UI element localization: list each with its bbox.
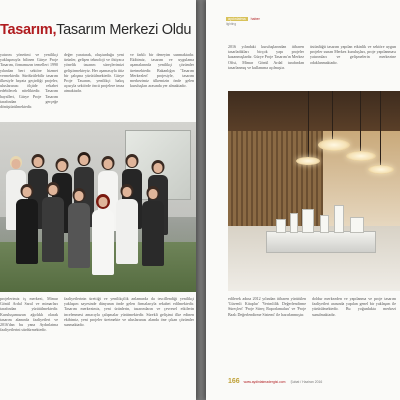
right-body-column-4 [312,296,396,368]
showroom-photo [228,91,400,291]
team-member [16,184,38,284]
section-tag-secondary: haber [250,17,260,21]
pendant-lamp [346,151,376,161]
body-paragraph: edilerek adına 2012 yılından itibaren yürütülen 'Güvenli Kitaplar' 'Verimlilik Değerlendirme Süreçleri' 'Proje Süreç Raporlamaları' ve 'Proje Bazlı Değerlendirme Sistemi' ile hazırlanmıştır. [228,296,306,317]
body-paragraph: yatırım yönetimi ve yenilikçi yaklaşımıyla bilinen Gürye Proje Tasarım, firmamızın temelleri 1990 yılından beri sektöre hizmet vermektedir. Sürdürülebilir tasarım ilkesiyle hayata geçirdiği projeler, uluslararası ölçüde rekabet edebilecek niteliktedir. Tasarım hayalleri, Gürye Proje Tasarım tarafından gerçeğe dönüştürülmektedir. [0,52,58,110]
right-body-column-2 [310,44,396,88]
section-tag-primary: aydınlatma [228,17,246,21]
right-body-column-3 [228,296,306,368]
body-paragraph: projelerimiz iş merkezi, Mimar Gönül Ardal Saral ve mimarları tarafından yürütülmektedir. Kuruluşumuzun ağırlıklı olarak tasarım alanında faaliyetleri ve 2016'dan bu yana Aydınlatma faaliyetlerini sürdürmektedir. [0,296,58,333]
body-paragraph: ve farklı bir deneyim sunmaktadır. Ekibimiz, tasarım ve uygulama aşamalarında yenilikçi çözümler üretmektedir. Bakanlığın 'Tasarım Merkezleri' projesiyle, tasarım merkezimiz ülkemizin önde gelen kuruluşları arasında yer almaktadır. [130,52,194,89]
body-column-5 [64,296,194,396]
section-subtitle: lighting [226,22,237,26]
architectural-model [302,209,314,233]
body-paragraph: 2016 yılındaki kuruluşlarından itibaren tasarladıkları birçok yapı projeler kazanmışlardır. Gürye Proje Tasarım'ın Merkez Ofisi, Mimar Gönül Ardal tarafından tasarlanmış ve kullanıma açılmıştır. [228,44,304,70]
body-paragraph: doldur merkezden ve yapılanma ve proje tasarım faaliyetleri arasında yapılan genel bir yaklaşım ile yürütülmektedir. Bu yoğunlukta merkezi sunulmaktadır. [312,296,396,317]
team-member [116,184,138,284]
issue-date: Şubat / Haziran 2016 [290,380,323,384]
pendant-lamp [318,139,350,151]
team-member [92,194,114,292]
body-column-4 [0,296,58,396]
body-paragraph: faaliyetlerinin ürettiği ve yenilikçilik anlamında da tescillendiği yenilikçi yaklaşım sayesinde dünyanın önde gelen firmalarıyla rekabet edilmektedir. Tasarım merkezimiz, yeni ürünlerin, tasarımların ve çevresel etkilerin incelenmesi amacıyla çalışmalar yürütmektedir. Sürekli gelişimi ilke edinen ekibimiz, yeni projeler üretmekte ve uluslararası alanda öne çıkan çözümler sunmaktadır. [64,296,194,328]
body-column-2 [64,52,124,122]
model-table [266,231,376,253]
headline-highlight: Tasarım, [0,22,57,38]
team-member [68,188,90,288]
left-page [0,0,196,400]
pendant-cord [360,91,361,153]
page-number: 166 [228,378,240,385]
pendant-cord [308,91,309,159]
body-paragraph: üstünlüğü tasarım yapılan etkinlik ve sektöre uygun projeler sunan Merkez kuruluşları, proje yapılanması yatırımları ve gelişmelerin merkezine odaklanmaktadır. [310,44,396,65]
architectural-model [350,217,364,233]
team-photo [0,122,196,292]
showroom-ceiling [228,91,400,131]
team-member [42,182,64,282]
body-paragraph: değer yaratarak, oluşturduğu yeni ürünler, gelişen teknoloji ve ihtiyaca yönelik tasarım süreçlerimizi geliştirmekteyiz. Her aşamasıyla titiz bir çalışma yürütülmektedir. Gürye Proje Tasarım, yenilikçi bakış açısıyla sektörde öncü projelere imza atmaktadır. [64,52,124,94]
pendant-lamp [296,157,320,165]
architectural-model [290,213,298,233]
section-tag [226,17,260,21]
architectural-model [334,205,344,233]
pendant-cord [380,91,381,167]
body-column-3 [130,52,194,122]
body-column-1 [0,52,58,122]
architectural-model [276,219,286,233]
magazine-url: www.aydinlatmadergisi.com [243,380,286,384]
team-member [142,186,164,286]
article-headline [0,22,196,38]
right-body-column-1 [228,44,304,88]
architectural-model [320,215,329,233]
pendant-lamp [368,165,394,174]
page-footer [228,378,398,385]
pendant-cord [332,91,333,141]
headline-rest: Tasarım Merkezi Oldu [56,22,192,38]
